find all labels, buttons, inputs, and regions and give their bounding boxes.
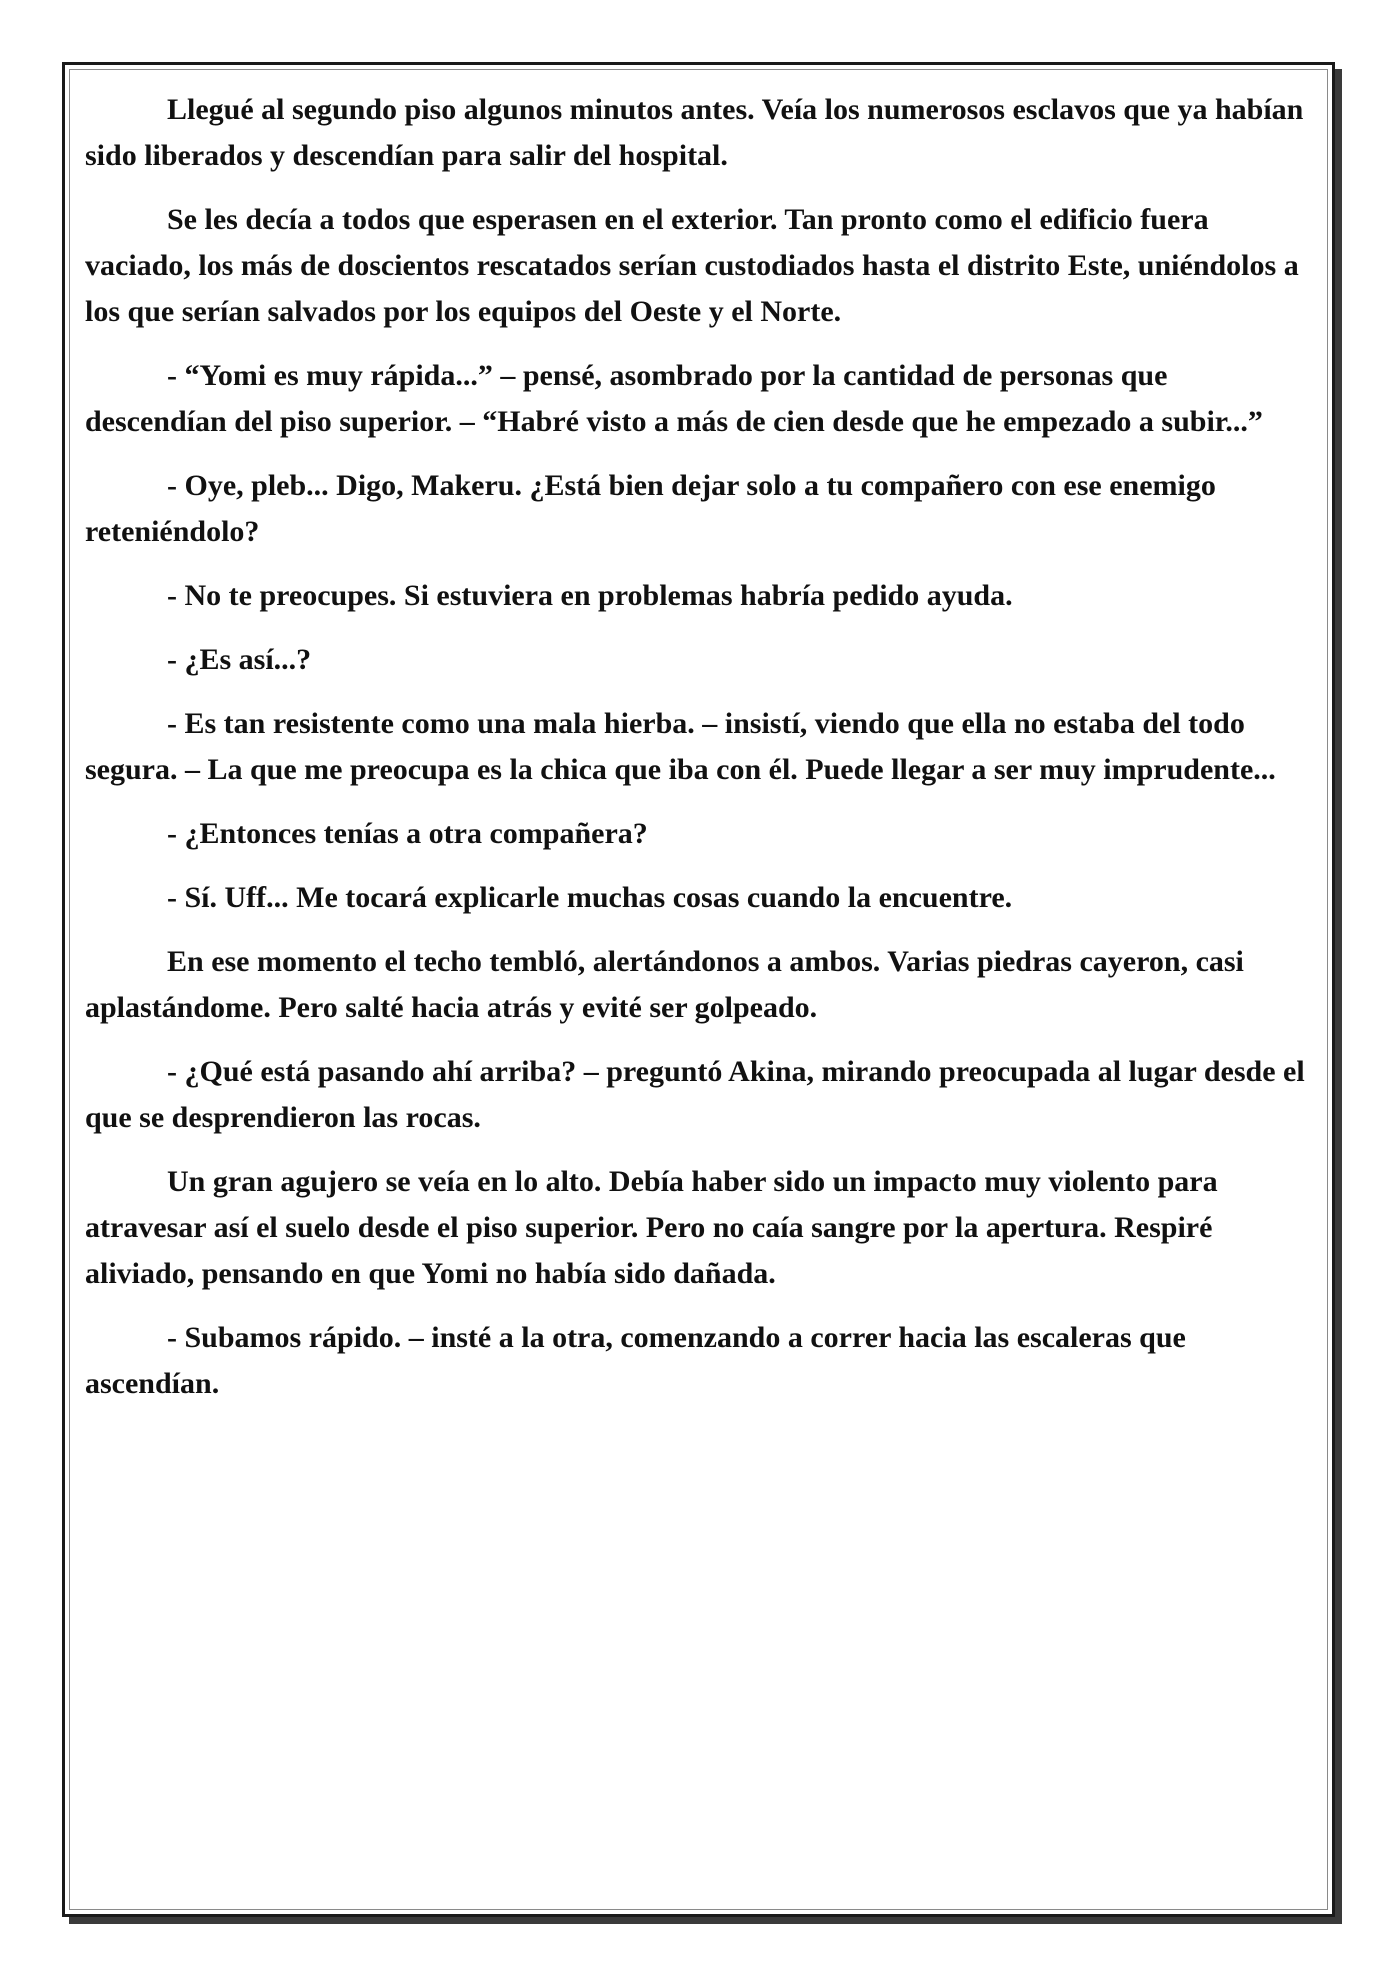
paragraph: - Subamos rápido. – insté a la otra, comenzando a correr hacia las escaleras que ascendían. [85, 1321, 1186, 1400]
paragraph: - Es tan resistente como una mala hierba. – insistí, viendo que ella no estaba del todo segura. – La que me preocupa es la chica que iba con él. Puede llegar a ser muy imprudente... [85, 707, 1276, 786]
paragraph: En ese momento el techo tembló, alertándonos a ambos. Varias piedras cayeron, casi aplastándome. Pero salté hacia atrás y evité ser golpeado. [85, 945, 1244, 1024]
paragraph: - No te preocupes. Si estuviera en problemas habría pedido ayuda. [167, 579, 1013, 612]
paragraph: - ¿Qué está pasando ahí arriba? – preguntó Akina, mirando preocupada al lugar desde el que se desprendieron las rocas. [85, 1055, 1305, 1134]
paragraph: - “Yomi es muy rápida...” – pensé, asombrado por la cantidad de personas que descendían del piso superior. – “Habré visto a más de cien desde que he empezado a subir...” [85, 359, 1263, 438]
paragraph: - ¿Entonces tenías a otra compañera? [167, 817, 648, 850]
page-frame [62, 62, 1335, 1917]
paragraph: - Sí. Uff... Me tocará explicarle muchas cosas cuando la encuentre. [167, 881, 1013, 914]
paragraph: Se les decía a todos que esperasen en el exterior. Tan pronto como el edificio fuera vaciado, los más de doscientos rescatados serían custodiados hasta el distrito Este, uniéndolos a los que serían salvados por los equipos del Oeste y el Norte. [85, 203, 1299, 328]
paragraph: Llegué al segundo piso algunos minutos antes. Veía los numerosos esclavos que ya habían sido liberados y descendían para salir del hospital. [85, 93, 1304, 172]
text-block [85, 87, 1313, 1425]
paragraph: - Oye, pleb... Digo, Makeru. ¿Está bien dejar solo a tu compañero con ese enemigo reteniéndolo? [85, 469, 1216, 548]
paragraph: - ¿Es así...? [167, 643, 312, 676]
paragraph: Un gran agujero se veía en lo alto. Debía haber sido un impacto muy violento para atravesar así el suelo desde el piso superior. Pero no caía sangre por la apertura. Respiré aliviado, pensando en que Yomi no había sido dañada. [85, 1165, 1218, 1290]
